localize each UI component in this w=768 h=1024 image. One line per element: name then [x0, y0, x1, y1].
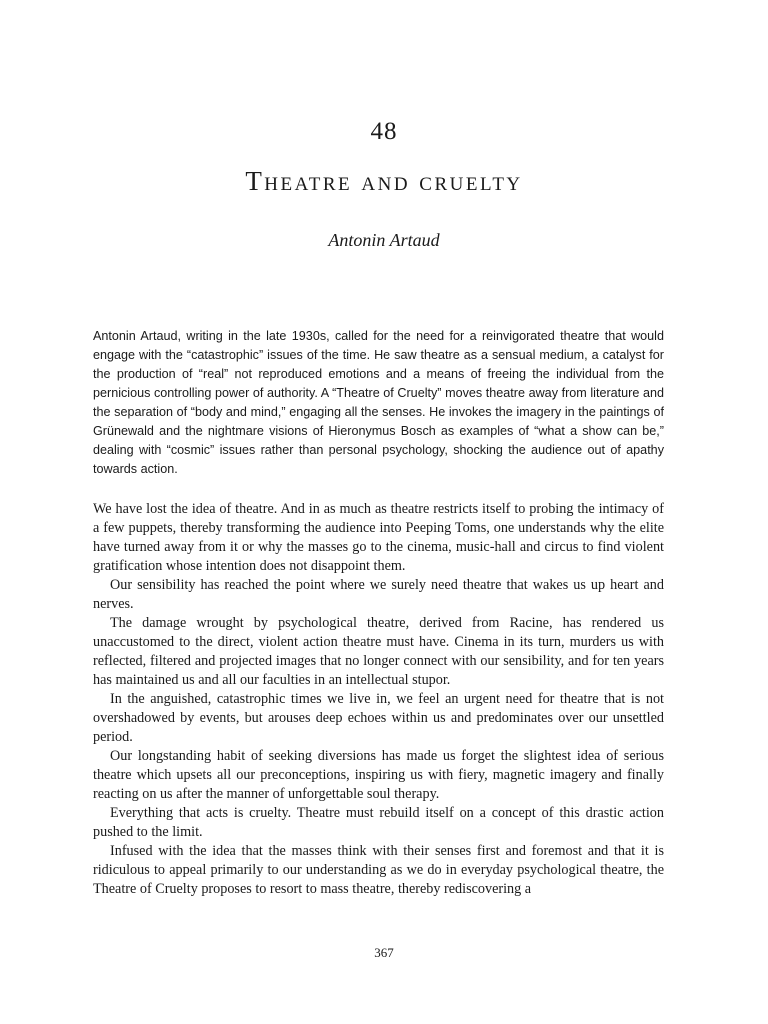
body-paragraph: Our longstanding habit of seeking diversions has made us forget the slightest idea of serious theatre which upsets all our preconceptions, inspiring us with fiery, magnetic imagery and finally reacting on us after the manner of unforgettable soul therapy.	[93, 748, 664, 802]
body-paragraph: Everything that acts is cruelty. Theatre must rebuild itself on a concept of this drastic action pushed to the limit.	[93, 805, 664, 840]
body-paragraph: The damage wrought by psychological theatre, derived from Racine, has rendered us unaccustomed to the direct, violent action theatre must have. Cinema in its turn, murders us with reflected, filtered and projected images that no longer connect with our sensibility, and for ten years has maintained us and all our faculties in an intellectual stupor.	[93, 615, 664, 688]
chapter-author: Antonin Artaud	[328, 230, 440, 250]
body-text	[93, 500, 664, 899]
body-paragraph: We have lost the idea of theatre. And in as much as theatre restricts itself to probing the intimacy of a few puppets, thereby transforming the audience into Peeping Toms, one understands why the elite have turned away from it or why the masses go to the cinema, music-hall and circus to find violent gratification whose intention does not disappoint them.	[93, 501, 664, 574]
body-paragraph: Infused with the idea that the masses think with their senses first and foremost and that it is ridiculous to appeal primarily to our understanding as we do in everyday psychological theatre, the Theatre of Cruelty proposes to resort to mass theatre, thereby rediscovering a	[93, 843, 664, 897]
page-number: 367	[374, 945, 394, 960]
body-paragraph: In the anguished, catastrophic times we live in, we feel an urgent need for theatre that is not overshadowed by events, but arouses deep echoes within us and predominates over our unsettled period.	[93, 691, 664, 745]
chapter-number: 48	[370, 118, 398, 145]
chapter-introduction: Antonin Artaud, writing in the late 1930s, called for the need for a reinvigorated theatre that would engage with the “catastrophic” issues of the time. He saw theatre as a sensual medium, a catalyst for the production of “real” not reproduced emotions and a means of freeing the individual from the pernicious controlling power of authority. A “Theatre of Cruelty” moves theatre away from literature and the separation of “body and mind,” engaging all the senses. He invokes the imagery in the paintings of Grünewald and the nightmare visions of Hieronymus Bosch as examples of “what a show can be,” dealing with “cosmic” issues rather than personal psychology, shocking the audience out of apathy towards action.	[93, 329, 664, 476]
body-paragraph: Our sensibility has reached the point where we surely need theatre that wakes us up heart and nerves.	[93, 577, 664, 612]
chapter-title: Theatre and cruelty	[245, 166, 523, 196]
